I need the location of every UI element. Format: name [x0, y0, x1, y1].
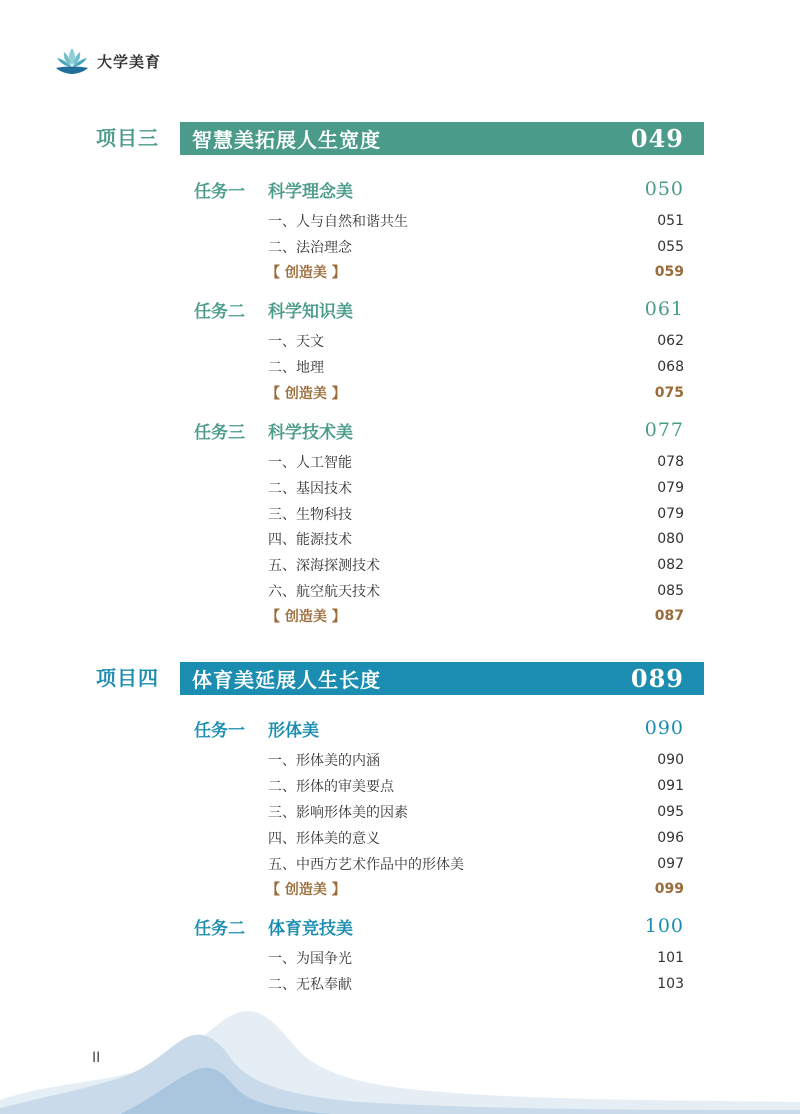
create-text: 【 创造美 】 — [266, 882, 346, 898]
toc-entry[interactable] — [268, 580, 684, 602]
project-title: 体育美延展人生长度 — [192, 668, 381, 692]
entry-page: 101 — [657, 950, 684, 966]
task-label: 任务一 — [194, 181, 245, 202]
task-title: 形体美 — [268, 720, 319, 741]
task-label: 任务一 — [194, 720, 245, 741]
entry-page: 103 — [657, 976, 684, 992]
create-page: 075 — [654, 385, 684, 401]
toc-entry[interactable] — [268, 356, 684, 378]
toc-entry[interactable] — [268, 947, 684, 969]
task-title: 科学知识美 — [268, 301, 353, 322]
toc-entry[interactable] — [268, 503, 684, 525]
task-heading[interactable] — [194, 416, 684, 444]
brand-title: 大学美育 — [97, 52, 162, 71]
entry-text: 六、航空航天技术 — [268, 584, 380, 600]
entry-page: 090 — [657, 752, 684, 768]
task-title: 科学技术美 — [268, 422, 353, 443]
toc-entry[interactable] — [268, 236, 684, 258]
create-beauty-entry[interactable] — [266, 261, 684, 283]
project-title: 智慧美拓展人生宽度 — [192, 128, 381, 152]
toc-entry[interactable] — [268, 330, 684, 352]
entry-page: 079 — [657, 506, 684, 522]
project-bar — [180, 122, 704, 155]
entry-text: 二、法治理念 — [268, 240, 352, 256]
running-header — [54, 46, 161, 76]
entry-page: 097 — [657, 856, 684, 872]
entry-text: 四、形体美的意义 — [268, 831, 380, 847]
toc-entry[interactable] — [268, 749, 684, 771]
toc-entry[interactable] — [268, 210, 684, 232]
create-beauty-entry[interactable] — [266, 605, 684, 627]
create-text: 【 创造美 】 — [266, 386, 346, 402]
mountain-landscape-decoration — [0, 990, 800, 1114]
task-label: 任务二 — [194, 918, 245, 939]
create-page: 099 — [654, 881, 684, 897]
entry-text: 一、人工智能 — [268, 455, 352, 471]
task-page: 077 — [644, 419, 684, 441]
entry-text: 二、形体的审美要点 — [268, 779, 394, 795]
task-label: 任务三 — [194, 422, 245, 443]
entry-text: 三、生物科技 — [268, 507, 352, 523]
toc-entry[interactable] — [268, 554, 684, 576]
entry-text: 二、地理 — [268, 360, 324, 376]
lotus-icon — [54, 46, 90, 76]
project-heading[interactable] — [96, 122, 704, 155]
entry-page: 078 — [657, 454, 684, 470]
entry-text: 一、天文 — [268, 334, 324, 350]
task-page: 050 — [644, 178, 684, 200]
entry-page: 068 — [657, 359, 684, 375]
entry-page: 085 — [657, 583, 684, 599]
toc-entry[interactable] — [268, 801, 684, 823]
entry-text: 一、人与自然和谐共生 — [268, 214, 408, 230]
entry-text: 二、基因技术 — [268, 481, 352, 497]
task-heading[interactable] — [194, 714, 684, 742]
project-page: 089 — [630, 664, 684, 693]
task-heading[interactable] — [194, 175, 684, 203]
entry-page: 091 — [657, 778, 684, 794]
task-page: 061 — [644, 298, 684, 320]
entry-text: 二、无私奉献 — [268, 977, 352, 993]
entry-page: 096 — [657, 830, 684, 846]
create-page: 059 — [654, 264, 684, 280]
task-page: 100 — [644, 915, 684, 937]
entry-page: 080 — [657, 531, 684, 547]
entry-page: 082 — [657, 557, 684, 573]
entry-page: 095 — [657, 804, 684, 820]
project-label: 项目四 — [96, 666, 159, 690]
page-number: II — [92, 1050, 101, 1066]
task-heading[interactable] — [194, 295, 684, 323]
entry-text: 四、能源技术 — [268, 532, 352, 548]
create-text: 【 创造美 】 — [266, 265, 346, 281]
entry-text: 一、形体美的内涵 — [268, 753, 380, 769]
task-page: 090 — [644, 717, 684, 739]
create-page: 087 — [654, 608, 684, 624]
entry-text: 三、影响形体美的因素 — [268, 805, 408, 821]
task-title: 科学理念美 — [268, 181, 353, 202]
entry-text: 五、中西方艺术作品中的形体美 — [268, 857, 464, 873]
entry-page: 051 — [657, 213, 684, 229]
create-beauty-entry[interactable] — [266, 878, 684, 900]
task-title: 体育竞技美 — [268, 918, 353, 939]
task-label: 任务二 — [194, 301, 245, 322]
entry-page: 079 — [657, 480, 684, 496]
create-beauty-entry[interactable] — [266, 382, 684, 404]
toc-entry[interactable] — [268, 775, 684, 797]
toc-entry[interactable] — [268, 477, 684, 499]
toc-entry[interactable] — [268, 451, 684, 473]
entry-text: 一、为国争光 — [268, 951, 352, 967]
project-label: 项目三 — [96, 126, 159, 150]
project-bar — [180, 662, 704, 695]
toc-entry[interactable] — [268, 528, 684, 550]
entry-text: 五、深海探测技术 — [268, 558, 380, 574]
task-heading[interactable] — [194, 912, 684, 940]
toc-entry[interactable] — [268, 827, 684, 849]
entry-page: 055 — [657, 239, 684, 255]
create-text: 【 创造美 】 — [266, 609, 346, 625]
project-heading[interactable] — [96, 662, 704, 695]
entry-page: 062 — [657, 333, 684, 349]
project-page: 049 — [630, 124, 684, 153]
toc-entry[interactable] — [268, 853, 684, 875]
